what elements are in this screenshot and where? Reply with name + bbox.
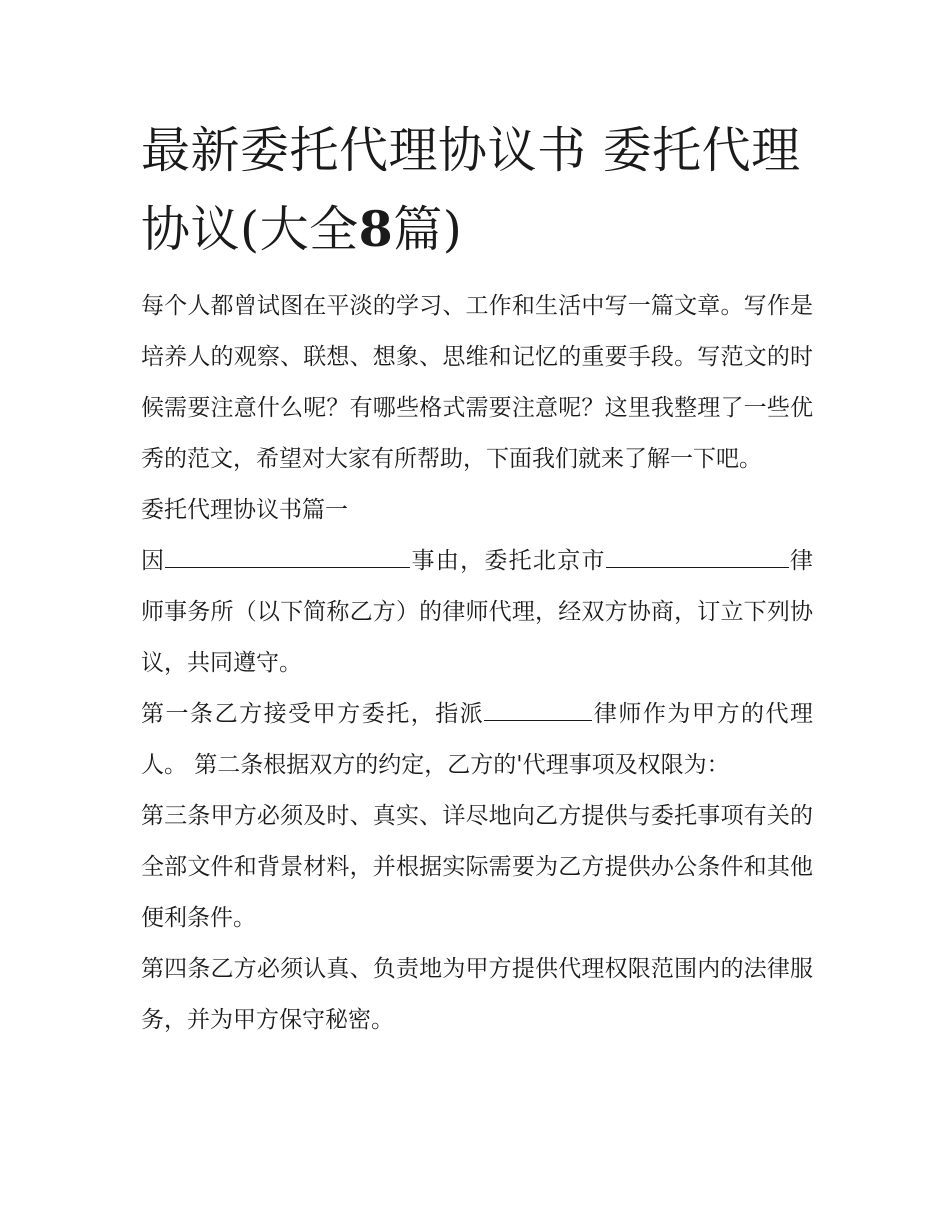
intro-paragraph: 每个人都曾试图在平淡的学习、工作和生活中写一篇文章。写作是培养人的观察、联想、想象、思维和记忆的重要手段。写范文的时候需要注意什么呢？有哪些格式需要注意呢？这里我整理了一些优秀的范文，希望对大家有所帮助，下面我们就来了解一下吧。: [141, 293, 813, 472]
preamble-text-a: 因: [141, 548, 166, 574]
blank-underline: [606, 548, 789, 568]
section-heading: 委托代理协议书篇一: [141, 497, 348, 523]
document-body: [141, 281, 813, 1046]
blank-underline: [165, 548, 410, 568]
clause-1-text-b: 律师作为甲方的代理人。 第二条根据双方的约定，乙方的'代理事项及权限为：: [141, 701, 814, 778]
blank-underline: [484, 701, 592, 721]
clause-1-2: [141, 689, 813, 791]
title-suffix: 篇): [393, 201, 463, 258]
document-title: [141, 112, 813, 269]
document-page: [141, 112, 813, 1046]
title-number: 8: [358, 200, 394, 258]
preamble-text-c: 律师事务所（以下简称乙方）的律师代理，经双方协商，订立下列协议，共同遵守。: [141, 548, 814, 676]
clause-4: 第四条乙方必须认真、负责地为甲方提供代理权限范围内的法律服务，并为甲方保守秘密。: [141, 956, 813, 1033]
title-text: 最新委托代理协议书 委托代理协议(大全: [141, 122, 801, 258]
clause-1-text-a: 第一条乙方接受甲方委托，指派: [141, 701, 485, 727]
clause-3: 第三条甲方必须及时、真实、详尽地向乙方提供与委托事项有关的全部文件和背景材料，并根据实际需要为乙方提供办公条件和其他便利条件。: [141, 803, 813, 931]
clause-preamble: [141, 536, 813, 689]
preamble-text-b: 事由，委托北京市: [410, 548, 606, 574]
